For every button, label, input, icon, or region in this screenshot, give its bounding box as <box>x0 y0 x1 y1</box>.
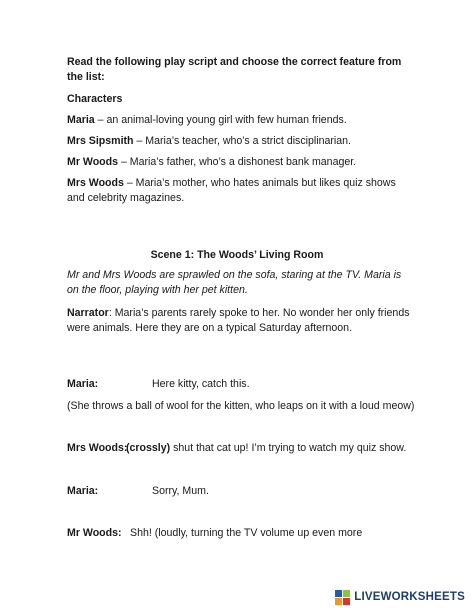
character-description: – an animal-loving young girl with few human friends. <box>94 114 347 126</box>
stage-direction-inline: (She throws a ball of wool for the kitten, who leaps on it with a loud meow) <box>67 400 415 412</box>
character-description: – Maria’s mother, who hates animals but likes quiz shows and celebrity magazines. <box>67 177 396 204</box>
liveworksheets-logo-icon <box>335 590 350 605</box>
character-description: – Maria’s teacher, who’s a strict disciplinarian. <box>133 135 351 147</box>
character-maria <box>67 113 413 128</box>
dialogue-line: Shh! (loudly, turning the TV volume up even more <box>130 527 363 539</box>
speaker-maria: Maria: <box>67 485 99 497</box>
dialogue-line: Here kitty, catch this. <box>152 378 250 390</box>
speaker-maria: Maria: <box>67 378 99 390</box>
character-name: Maria <box>67 114 95 126</box>
narrator-line <box>67 306 413 336</box>
dialogue-line: Sorry, Mum. <box>152 485 209 497</box>
character-name: Mrs Woods <box>67 177 124 189</box>
stage-direction: Mr and Mrs Woods are sprawled on the sofa, staring at the TV. Maria is on the floor, playing with her pet kitten. <box>67 269 402 296</box>
speaker-mr-woods: Mr Woods: <box>67 527 122 539</box>
instructions: Read the following play script and choose the correct feature from the list: <box>67 56 402 83</box>
logo-square-green <box>343 590 350 597</box>
character-mrs-woods <box>67 176 413 206</box>
character-description: – Maria’s father, who’s a dishonest bank manager. <box>118 156 357 168</box>
characters-heading: Characters <box>67 93 123 105</box>
character-name: Mrs Sipsmith <box>67 135 134 147</box>
dialogue-text: shut that cat up! I’m trying to watch my quiz show. <box>170 442 407 454</box>
character-mr-woods <box>67 155 413 170</box>
character-mrs-sipsmith <box>67 134 413 149</box>
logo-square-red <box>343 598 350 605</box>
logo-square-blue <box>335 590 342 597</box>
narrator-label: Narrator <box>67 307 109 319</box>
watermark-text: LIVEWORKSHEETS <box>354 591 465 603</box>
parenthetical: (crossly) <box>126 442 171 454</box>
scene-title: Scene 1: The Woods’ Living Room <box>150 249 324 261</box>
dialogue-line <box>126 441 406 456</box>
speaker-mrs-woods: Mrs Woods: <box>67 442 128 454</box>
narrator-text: : Maria’s parents rarely spoke to her. No wonder her only friends were animals. Here they are on a typical Saturday afternoon. <box>67 307 410 334</box>
logo-square-orange <box>335 598 342 605</box>
liveworksheets-watermark <box>335 589 465 605</box>
character-name: Mr Woods <box>67 156 119 168</box>
